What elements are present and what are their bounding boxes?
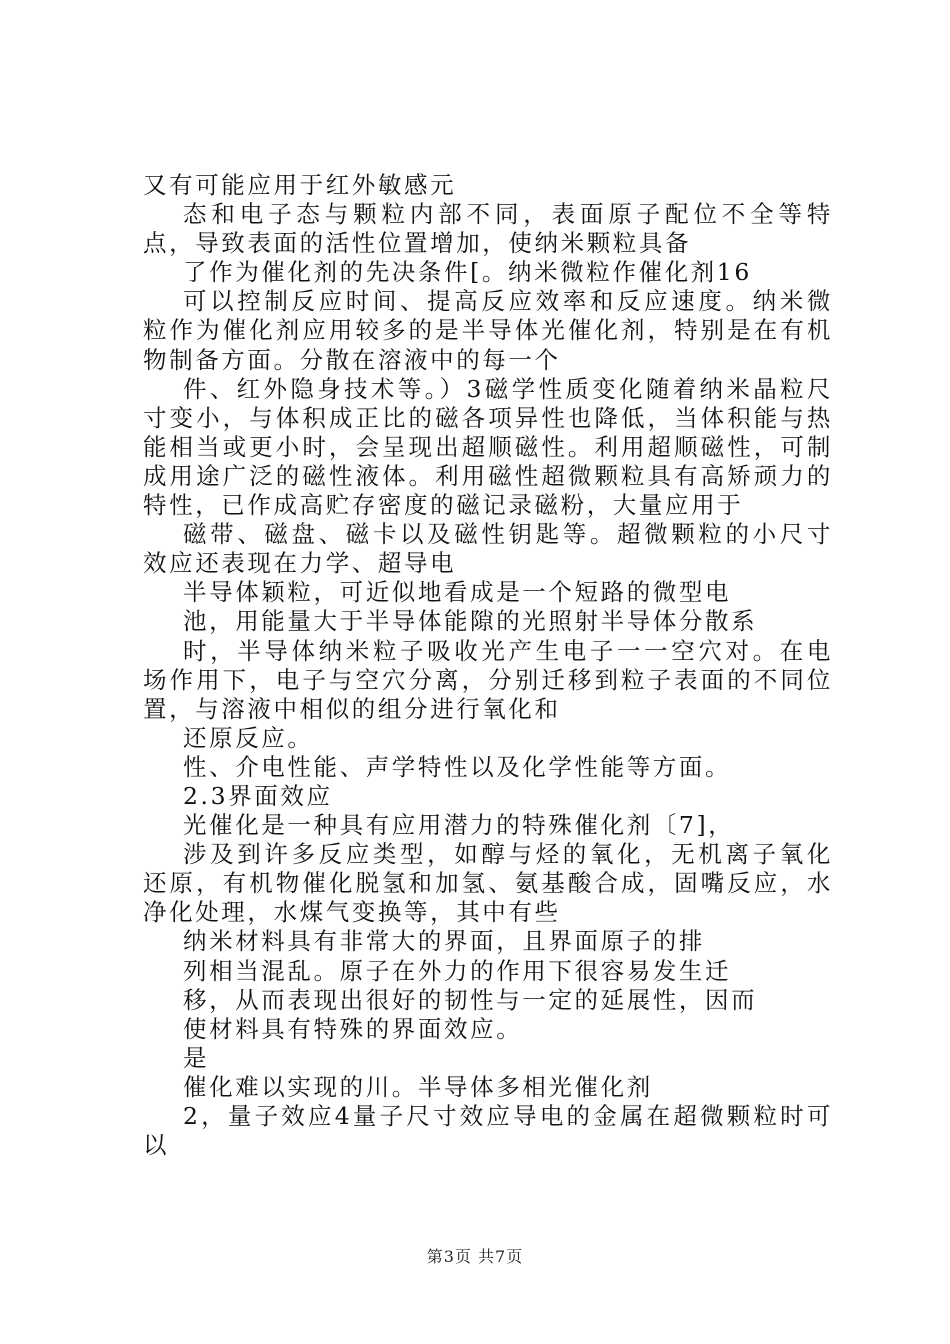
paragraph-2: 态和电子态与颗粒内部不同，表面原子配位不全等特点，导致表面的活性位置增加，使纳米颗粒具备: [143, 200, 833, 258]
page-footer: 第3页 共7页: [426, 1247, 524, 1266]
paragraph-19: 是: [183, 1043, 210, 1072]
paragraph-16: 列相当混乱。原子在外力的作用下很容易发生迁: [183, 956, 732, 985]
paragraph-9: 时，半导体纳米粒子吸收光产生电子一一空穴对。在电场作用下，电子与空穴分离，分别迁移到粒子表面的不同位置，与溶液中相似的组分进行氧化和: [143, 636, 833, 723]
document-body: [143, 171, 833, 1160]
paragraph-1: 又有可能应用于红外敏感元: [143, 171, 457, 199]
paragraph-3: 了作为催化剂的先决条件[。纳米微粒作催化剂16: [183, 258, 752, 287]
paragraph-7: 半导体颖粒，可近似地看成是一个短路的微型电: [183, 578, 732, 607]
section-heading-2-3: 2.3界面效应: [183, 781, 333, 810]
paragraph-14: 涉及到许多反应类型，如醇与烃的氧化，无机离子氧化还原，有机物催化脱氢和加氢、氨基酸合成，固嘴反应，水净化处理，水煤气变换等，其中有些: [143, 840, 833, 927]
paragraph-11: 性、介电性能、声学特性以及化学性能等方面。: [183, 752, 732, 781]
paragraph-10: 还原反应。: [183, 723, 314, 752]
paragraph-4: 可以控制反应时间、提高反应效率和反应速度。纳米微粒作为催化剂应用较多的是半导体光催化剂，特别是在有机物制备方面。分散在溶液中的每一个: [143, 287, 833, 374]
paragraph-13: 光催化是一种具有应用潜力的特殊催化剂〔7]，: [183, 811, 735, 840]
paragraph-18: 使材料具有特殊的界面效应。: [183, 1014, 523, 1043]
paragraph-21: 2，量子效应4量子尺寸效应导电的金属在超微颗粒时可以: [143, 1102, 833, 1160]
paragraph-17: 移，从而表现出很好的韧性与一定的延展性，因而: [183, 985, 758, 1014]
paragraph-20: 催化难以实现的川。半导体多相光催化剂: [183, 1072, 653, 1101]
paragraph-8: 池，用能量大于半导体能隙的光照射半导体分散系: [183, 607, 758, 636]
paragraph-5: 件、红外隐身技术等。）3磁学性质变化随着纳米晶粒尺寸变小，与体积成正比的磁各项异性也降低，当体积能与热能相当或更小时，会呈现出超顺磁性。利用超顺磁性，可制成用途广泛的磁性液体。利用磁性超微颗粒具有高矫顽力的特性，已作成高贮存密度的磁记录磁粉，大量应用于: [143, 374, 833, 520]
paragraph-15: 纳米材料具有非常大的界面，且界面原子的排: [183, 927, 705, 956]
paragraph-6: 磁带、磁盘、磁卡以及磁性钥匙等。超微颗粒的小尺寸效应还表现在力学、超导电: [143, 520, 833, 578]
